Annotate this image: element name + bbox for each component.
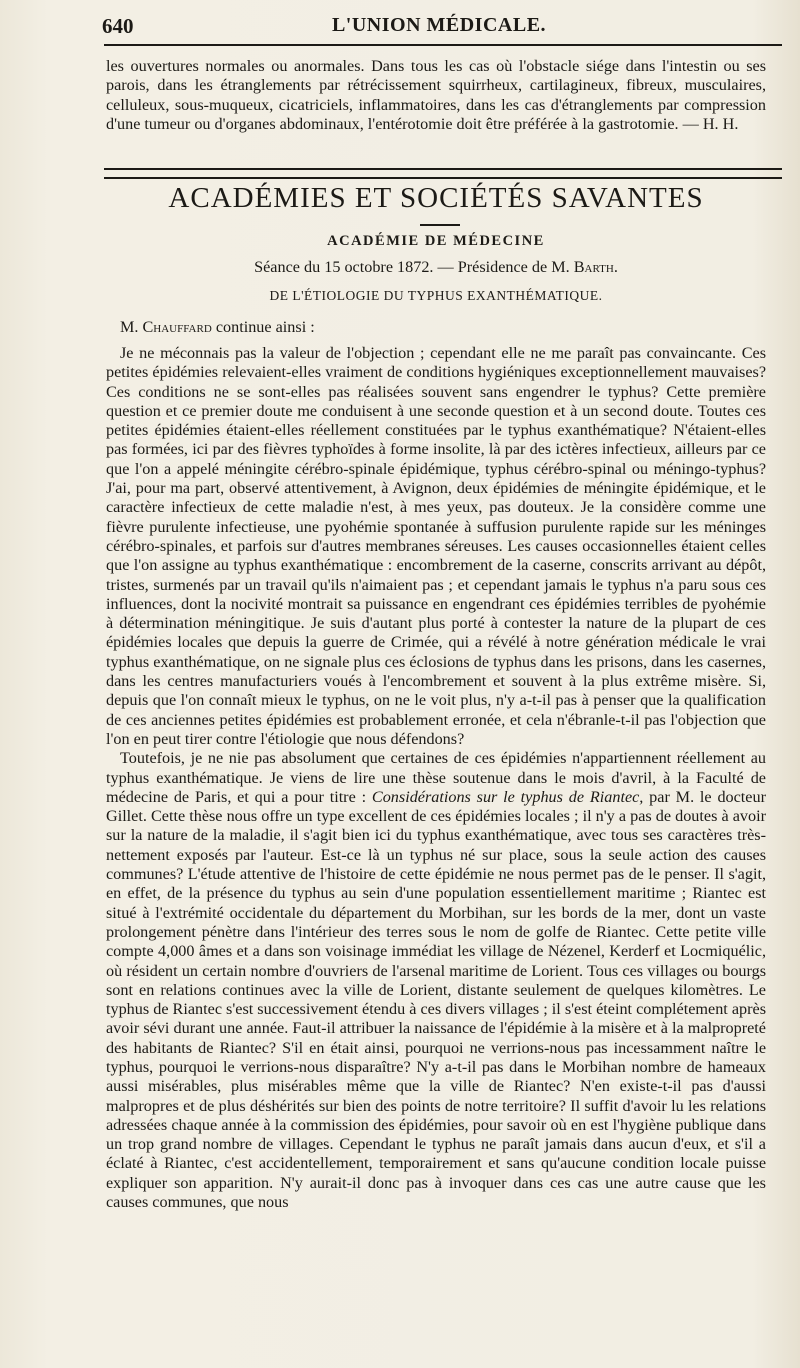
speaker-line [120,318,315,337]
paragraph-2-start: Toutefois, je ne nie pas absolument que certaines de ces épidémies n'appartiennent réellement au typhus exanthématique. Je viens de lire une thèse soutenue dans le mois d'avril, à la Faculté de médecine de Paris, et qui a pour titre : [106,749,766,806]
paragraph-1: Je ne méconnais pas la valeur de l'objection ; cependant elle ne me paraît pas convaincante. Ces petites épidémies relevaient-elles vraiment de conditions hygiéniques exceptionnellement mauvaises? Ces conditions ne se sont-elles pas réalisées souvent sans engendrer le typhus? Cette première question et ce premier doute me conduisent à une seconde question et à un second doute. Toutes ces petites épidémies étaient-elles réellement constituées par le typhus exanthématique? N'étaient-elles pas formées, ici par des fièvres typhoïdes à forme insolite, là par des ictères infectieux, ailleurs par ce que l'on a appelé méningite cérébro-spinale épidémique, typhus cérébro-spinal ou méningo-typhus? J'ai, pour ma part, observé attentivement, à Avignon, deux épidémies de méningite épidémique, et le caractère infectieux de cette maladie n'est, à mes yeux, pas douteux. Je la considère comme une fièvre purulente infectieuse, une pyohémie spontanée à suffusion purulente rapide sur les méninges cérébro-spinales, et parfois sur d'autres membranes séreuses. Les causes occasionnelles étaient celles que l'on assigne au typhus exanthématique : encombrement de la caserne, conscrits arrivant au dépôt, tristes, surmenés par un travail qu'ils n'aimaient pas ; et cependant jamais le typhus n'a paru sous ces influences, dont la nocivité montrait sa puissance en engendrant ces épidémies terribles de pyohémie à détermination méningitique. Je suis d'autant plus porté à contester la nature de la plupart de ces épidémies locales que depuis la guerre de Crimée, qui a révélé à notre génération médicale le vrai typhus exanthématique, on ne signale plus ces éclosions de typhus dans les prisons, dans les casernes, dans les centres manufacturiers voués à l'encombrement et souvent à la plus extrême misère. Si, depuis que l'on connaît mieux le typhus, on ne le voit plus, n'y a-t-il pas à penser que la qualification de ces anciennes petites épidémies est probablement erronée, et cela n'ébranle-t-il pas l'objection que l'on en peut tirer contre l'étiologie que nous défendons? [106,344,766,748]
president-name: Barth [573,258,614,276]
session-prefix: Séance du 15 octobre 1872. — Présidence de M. [254,258,574,276]
topic-title: DE L'ÉTIOLOGIE DU TYPHUS EXANTHÉMATIQUE. [269,288,603,303]
journal-title: L'UNION MÉDICALE. [331,14,547,36]
previous-article-end [106,57,766,134]
paragraph-2 [106,749,766,1212]
section-title: ACADÉMIES ET SOCIÉTÉS SAVANTES [168,182,704,214]
title-underline [420,224,460,226]
paragraph-2-rest: par M. le docteur Gillet. Cette thèse nous offre un type excellent de ces épidémies locales ; il n'y a pas de doutes à avoir sur la nature de la maladie, il s'agit bien ici du typhus exanthématique, avec tous ses caractères très-nettement exposés par l'auteur. Est-ce là un typhus né sur place, sous la seule action des causes communes? L'étude attentive de l'histoire de cette épidémie ne nous permet pas de le penser. Il s'agit, en effet, de la présence du typhus au sein d'une population essentiellement maritime ; Riantec est situé à l'extrémité occidentale du département du Morbihan, sur les bords de la mer, dont un vaste prolongement pénètre dans l'intérieur des terres sous le nom de golfe de Riantec. Cette petite ville compte 4,000 âmes et a dans son voisinage immédiat les village de Nézenel, Kerderf et Locmiquélic, où résident un certain nombre d'ouvriers de l'arsenal maritime de Lorient. Tous ces villages ou bourgs sont en relations continues avec la ville de Lorient, distante seulement de quelques kilomètres. Le typhus de Riantec s'est successivement étendu à ces divers villages ; il s'est éteint complétement après avoir sévi durant une année. Faut-il attribuer la naissance de l'épidémie à la misère et à la malpropreté des habitants de Riantec? S'il en était ainsi, pourquoi ne verrions-nous pas incessamment naître le typhus, pourquoi le verrions-nous disparaître? N'y a-t-il pas dans le Morbihan nombre de hameaux aussi misérables, plus misérables même que la ville de Riantec? N'en existe-t-il pas d'aussi malpropres et de plus déshérités sur bien des points de notre territoire? Il suffit d'avoir lu les relations adressées chaque année à la commission des épidémies, pour savoir où en est l'hygiène publique dans un trop grand nombre de villages. Cependant le typhus ne paraît jamais dans aucun d'eux, et s'il a éclaté à Riantec, c'est accidentellement, temporairement et sans qu'aucune condition locale puisse expliquer son apparition. N'y aurait-il donc pas à invoquer dans ces cas une autre cause que les causes communes, que nous [106,787,766,1212]
thesis-title: Considérations sur le typhus de Riantec, [371,787,644,806]
speaker-name: Chauffard [142,318,212,336]
section-divider [104,168,782,179]
header-rule [104,44,782,46]
speaker-continues: continue ainsi : [211,318,315,336]
article-body [106,344,766,1212]
page-number: 640 [102,14,134,38]
running-head [100,8,778,38]
session-line [106,258,766,277]
speaker-prefix: M. [120,318,143,336]
subsection-title: ACADÉMIE DE MÉDECINE [327,233,545,249]
session-period: . [613,258,618,276]
previous-article-text: les ouvertures normales ou anormales. Dans tous les cas où l'obstacle siége dans l'intestin ou ses parois, dans les étranglements par rétrécissement squirrheux, cartilagineux, fibreux, musculaires, celluleux, sous-muqueux, cicatriciels, inflammatoires, dans les cas d'étranglements par compression d'une tumeur ou d'organes abdominaux, l'entérotomie doit être préférée à la gastrotomie. — H. H. [106,57,766,133]
